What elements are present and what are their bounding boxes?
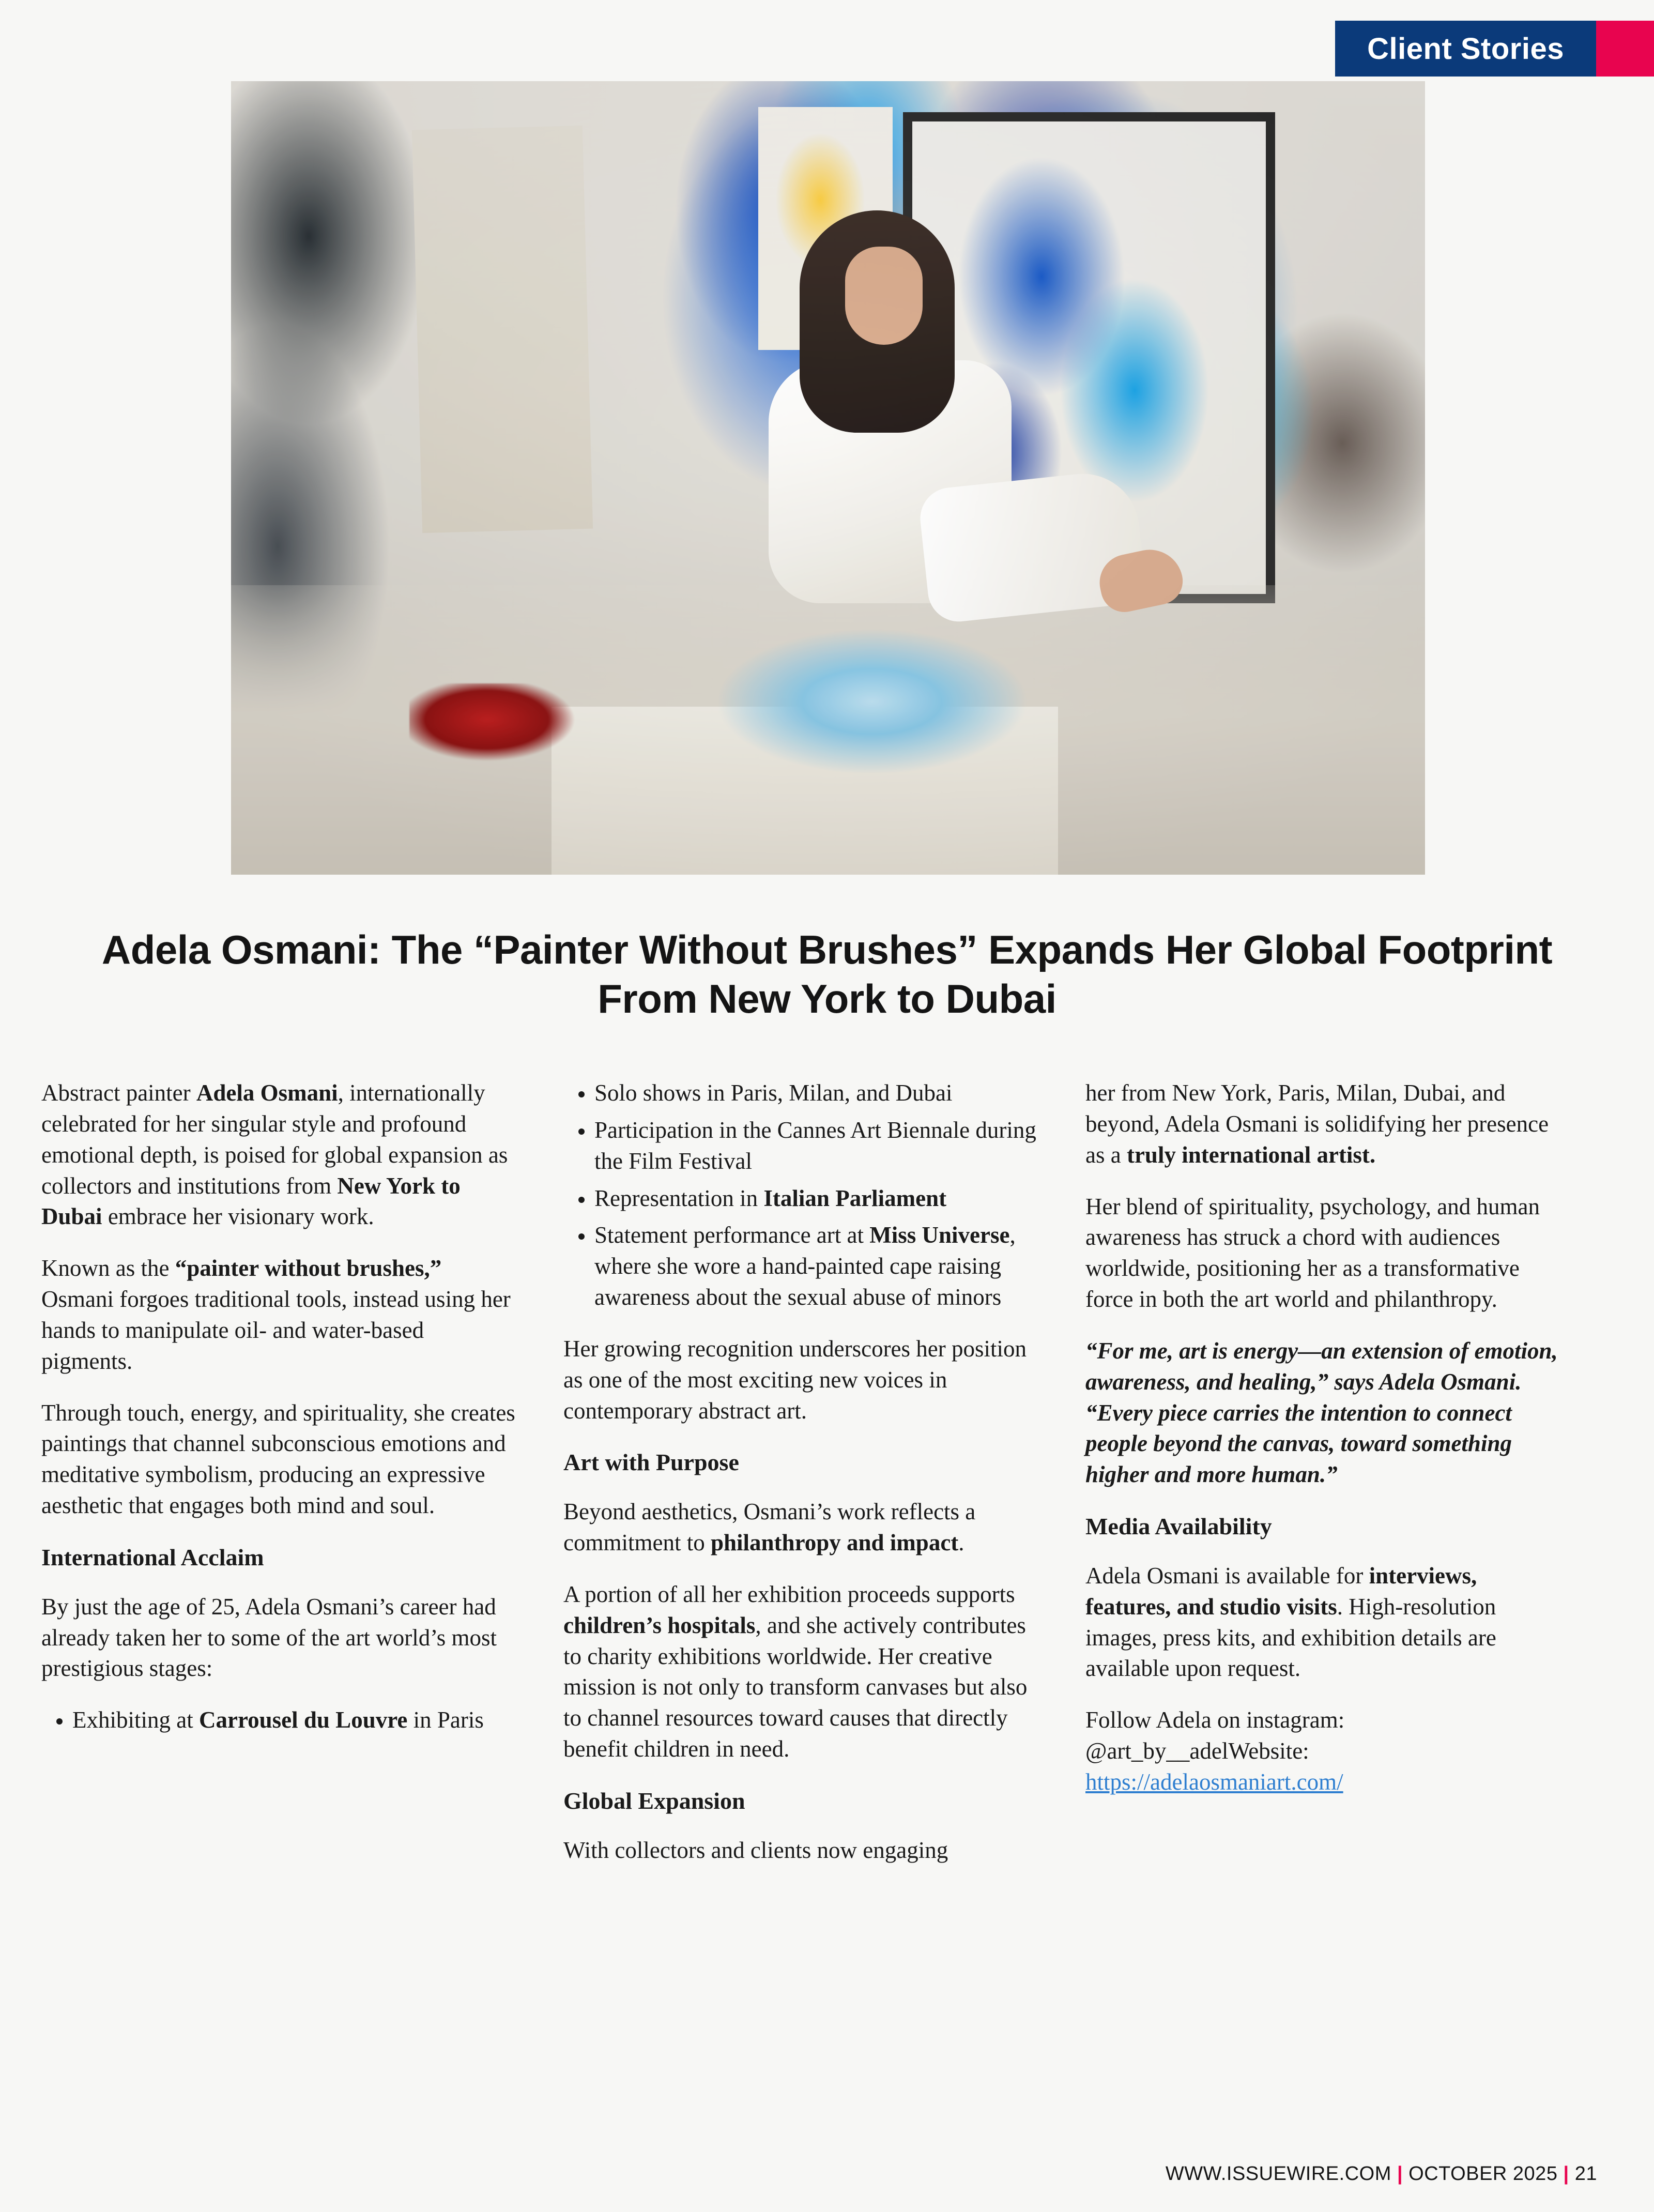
column-right: [1085, 1078, 1561, 1887]
proceeds-text-b: , and she actively contributes to charity exhibitions worldwide. Her creative mission is not only to transform canvases but also to channel resources toward causes that directly benefit children in need.: [563, 1612, 1028, 1762]
paragraph-beyond-aesthetics: [563, 1497, 1039, 1559]
footer-page-number: 21: [1574, 2163, 1597, 2185]
page-footer: [1166, 2163, 1597, 2185]
intl-text-a: her from New York, Paris, Milan, Dubai, and beyond, Adela Osmani is solidifying her presence as a: [1085, 1080, 1549, 1168]
footer-site: WWW.ISSUEWIRE.COM: [1165, 2163, 1391, 2185]
footer-issue-date: OCTOBER 2025: [1408, 2163, 1558, 2185]
intro-text-b: , internationally celebrated for her singular style and profound emotional depth, is poised for global expansion as collectors and institutions from: [41, 1080, 508, 1199]
italian-parliament-bold: Italian Parliament: [763, 1185, 947, 1211]
bullet1-text-a: Exhibiting at: [72, 1707, 199, 1733]
avail-text-a: Adela Osmani is available for: [1085, 1562, 1369, 1589]
heading-art-with-purpose: Art with Purpose: [563, 1449, 739, 1476]
hero-vignette: [231, 81, 1425, 875]
hero-artwork-illustration: [231, 81, 1425, 875]
footer-separator-2: |: [1563, 2163, 1569, 2185]
paragraph-blend: Her blend of spirituality, psychology, and human awareness has struck a chord with audiences worldwide, positioning her as a transformative force in both the art world and philanthropy.: [1085, 1193, 1540, 1313]
bullet4-text-a: Representation in: [594, 1185, 764, 1211]
banner-label: Client Stories: [1335, 21, 1596, 77]
follow-text: Follow Adela on instagram: @art_by__adelWebsite:: [1085, 1707, 1345, 1764]
paragraph-international-artist: [1085, 1078, 1561, 1171]
purpose-text-a: Beyond aesthetics, Osmani’s work reflects a commitment to: [563, 1499, 976, 1556]
intro-text-c: embrace her visionary work.: [102, 1203, 374, 1230]
intro-text-a: Abstract painter: [41, 1080, 196, 1106]
paragraph-touch-energy: Through touch, energy, and spirituality, she creates paintings that channel subconscious emotions and meditative symbolism, producing an expressive aesthetic that engages both mind and soul.: [41, 1399, 515, 1519]
client-stories-banner: [1335, 21, 1654, 77]
ny-dubai-bold: New York to Dubai: [41, 1172, 461, 1230]
known-text-b: Osmani forgoes traditional tools, instead using her hands to manipulate oil- and water-based pigments.: [41, 1286, 511, 1374]
pull-quote: “For me, art is energy—an extension of emotion, awareness, and healing,” says Adela Osmani. “Every piece carries the intention to connect people beyond the canvas, toward something higher and more human.”: [1085, 1337, 1558, 1488]
painter-without-brushes-bold: “painter without brushes,”: [175, 1255, 442, 1282]
paragraph-known-as: [41, 1253, 517, 1377]
achievements-list-part2: [563, 1078, 1039, 1313]
list-item: [594, 1220, 1039, 1313]
achievements-list-part1: [41, 1705, 517, 1736]
paragraph-follow: [1085, 1705, 1561, 1798]
proceeds-text-a: A portion of all her exhibition proceeds supports: [563, 1581, 1015, 1607]
philanthropy-impact-bold: philanthropy and impact: [710, 1530, 959, 1556]
bullet5-text-a: Statement performance art at: [594, 1222, 870, 1248]
heading-global-expansion: Global Expansion: [563, 1787, 745, 1814]
list-item: • Solo shows in Paris, Milan, and Dubai: [594, 1078, 1039, 1109]
childrens-hospitals-bold: children’s hospitals: [563, 1612, 756, 1638]
paragraph-proceeds: [563, 1579, 1039, 1765]
heading-international-acclaim: International Acclaim: [41, 1544, 264, 1570]
paragraph-intro: [41, 1078, 517, 1232]
avail-text-b: . High-resolution images, press kits, and exhibition details are available upon request.: [1085, 1593, 1496, 1682]
paragraph-recognition: Her growing recognition underscores her position as one of the most exciting new voices in contemporary abstract art.: [563, 1335, 1027, 1424]
column-left: [41, 1078, 517, 1887]
interviews-features-bold: interviews, features, and studio visits: [1085, 1562, 1477, 1620]
website-link[interactable]: https://adelaosmaniart.com/: [1085, 1768, 1343, 1795]
article-headline: Adela Osmani: The “Painter Without Brushes” Expands Her Global Footprint From New York to Dubai: [101, 927, 1553, 1022]
paragraph-collectors: With collectors and clients now engaging: [563, 1837, 948, 1863]
purpose-text-b: .: [958, 1530, 964, 1556]
heading-media-availability: Media Availability: [1085, 1513, 1272, 1540]
paragraph-availability: [1085, 1561, 1561, 1684]
bullet5-text-b: , where she wore a hand-painted cape raising awareness about the sexual abuse of minors: [594, 1222, 1016, 1310]
artist-name-bold: Adela Osmani: [196, 1080, 338, 1106]
carrousel-louvre-bold: Carrousel du Louvre: [198, 1707, 408, 1733]
list-item: [72, 1705, 517, 1736]
article-body: [41, 1078, 1613, 1887]
paragraph-career-stages: By just the age of 25, Adela Osmani’s career had already taken her to some of the art world’s most prestigious stages:: [41, 1593, 497, 1682]
bullet1-text-b: in Paris: [407, 1707, 484, 1733]
miss-universe-bold: Miss Universe: [869, 1222, 1010, 1248]
list-item: [594, 1183, 1039, 1214]
hero-image: [231, 81, 1425, 875]
truly-international-bold: truly international artist.: [1126, 1141, 1376, 1168]
column-middle: [563, 1078, 1039, 1887]
known-text-a: Known as the: [41, 1255, 175, 1282]
list-item: • Participation in the Cannes Art Biennale during the Film Festival: [594, 1115, 1039, 1177]
footer-separator-1: |: [1397, 2163, 1403, 2185]
banner-accent-block: [1596, 21, 1654, 77]
